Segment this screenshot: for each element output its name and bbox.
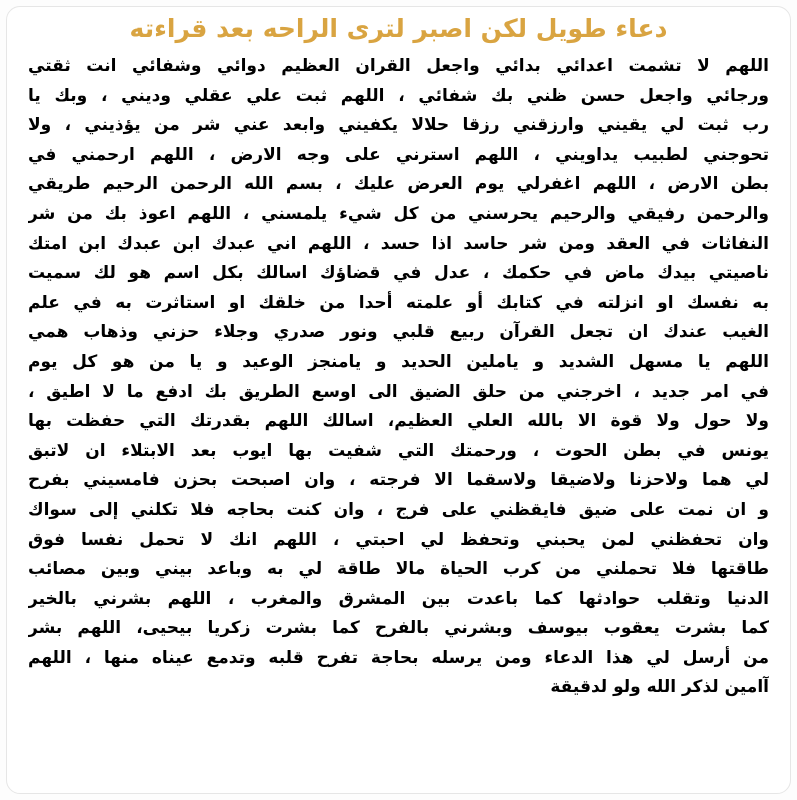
text-line-3: رب ثبت لي يقيني وارزقني رزقا حلالا يكفيني وابعد عني شر من يؤذيني ، ولا (28, 115, 769, 136)
text-line-12: في امر جديد ، اخرجني من حلق الضيق الى اوسع الطريق بك ادفع ما لا اطيق ، (28, 381, 769, 402)
text-line-11: اللهم يا مسهل الشديد و ياملين الحديد و يامنجز الوعيد و يا من هو كل يوم (28, 351, 769, 372)
text-line-21: من أرسل لي هذا الدعاء ومن يرسله بحاجة تفرح قلبه وتدمع عيناه منها ، اللهم (28, 647, 769, 668)
page-title: دعاء طويل لكن اصبر لترى الراحه بعد قراءته (129, 14, 668, 43)
text-line-8: ناصيتي بيدك ماض في حكمك ، عدل في قضاؤك اسالك بكل اسم هو لك سميت (28, 263, 769, 284)
text-line-5: بطن الارض ، اللهم اغفرلي يوم العرض عليك ، بسم الله الرحمن الرحيم طريقي (28, 174, 769, 195)
text-line-18: طاقتها فلا تحملني من كرب الحياة مالا طاقة لي به وباعد بيني وبين مصائب (28, 559, 769, 580)
text-line-16: و ان نمت على ضيق فايقظني على فرج ، وان كنت بحاجه فلا تكلني إلى سواك (28, 499, 769, 520)
text-line-2: ورجائي واجعل حسن ظني بك شفائي ، اللهم ثبت علي عقلي وديني ، وبك يا (28, 85, 769, 106)
text-line-6: والرحمن رفيقي والرحيم يحرسني من كل شيء يلمسني ، اللهم اعوذ بك من شر (28, 203, 769, 224)
text-line-14: يونس في بطن الحوت ، ورحمتك التي شفيت بها ايوب بعد الابتلاء ان لاتبق (28, 440, 769, 461)
text-line-22: آامين لذكر الله ولو لدقيقة (550, 677, 769, 698)
text-line-10: الغيب عندك ان تجعل القرآن ربيع قلبي ونور صدري وجلاء حزني وذهاب همي (28, 322, 769, 343)
text-line-19: الدنيا وتقلب حوادثها كما باعدت بين المشرق والمغرب ، اللهم بشرني بالخير (28, 588, 769, 609)
text-line-15: لي هما ولاحزنا ولاضيقا ولاسقما الا فرجته ، وان اصبحت بحزن فامسيني بفرح (28, 470, 769, 491)
prayer-text (28, 52, 769, 703)
text-line-7: النفاثات في العقد ومن شر حاسد اذا حسد ، اللهم اني عبدك ابن عبدك ابن امتك (28, 233, 769, 254)
text-line-13: ولا حول ولا قوة الا بالله العلي العظيم، اسالك اللهم بقدرتك التي حفظت بها (28, 411, 769, 432)
text-line-20: كما بشرت يعقوب بيوسف وبشرني بالفرح كما بشرت زكريا بيحيى، اللهم بشر (28, 618, 769, 639)
text-line-1: اللهم لا تشمت اعدائي بدائي واجعل القران العظيم دوائي وشفائي انت ثقتي (28, 56, 769, 76)
text-line-9: به نفسك او انزلته في كتابك أو علمته أحدا من خلقك او استاثرت به في علم (28, 292, 769, 313)
text-line-17: وان تحفظني لمن يحبني وتحفظ لي احبتي ، اللهم انك لا تحمل نفسا فوق (28, 529, 769, 550)
text-line-4: تحوجني لطبيب يداويني ، اللهم استرني على وجه الارض ، اللهم ارحمني في (28, 144, 769, 165)
